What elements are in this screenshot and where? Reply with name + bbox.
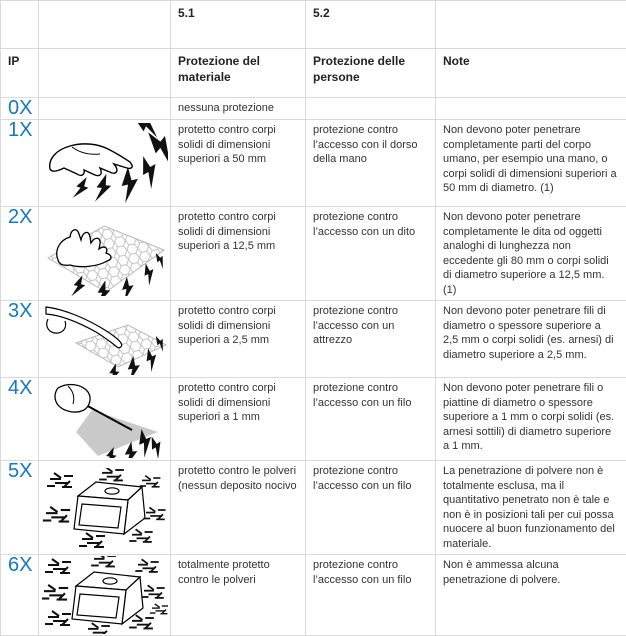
persons-cell-3x: protezione contro l’accesso con un attrezzo (306, 301, 436, 378)
column-header-ip: IP (1, 49, 39, 98)
note-cell-5x: La penetrazione di polvere non è totalmente esclusa, ma il quantitativo penetrato non è tale e non è in posizioni tali per cui possa nuocere al buon funzionamento del materiale. (436, 461, 626, 555)
table-row-2x (1, 207, 626, 301)
persons-cell-5x: protezione contro l’accesso con un filo (306, 461, 436, 555)
column-header-material: Protezione del materiale (171, 49, 306, 98)
ip-code-1x: 1X (1, 120, 39, 207)
illustration-cell-empty (39, 98, 171, 120)
illustration-cell (39, 378, 171, 461)
ip-code-5x: 5X (1, 461, 39, 555)
column-header-note: Note (436, 49, 626, 98)
ip-code-4x: 4X (1, 378, 39, 461)
ip-code-2x: 2X (1, 207, 39, 301)
material-cell-5x: protetto contro le polveri (nessun deposito nocivo (171, 461, 306, 555)
header-empty-cell (39, 1, 171, 49)
illustration-1x-hand-lightning (42, 123, 168, 203)
note-cell-4x: Non devono poter penetrare fili o piattine di diametro o spessore superiore a 1 mm o corpi solidi (es. arnesi sottili) di diametro superiore a 1 mm. (436, 378, 626, 461)
illustration-2x-hand-on-mesh (42, 212, 168, 296)
illustration-3x-finger-tool-mesh (42, 303, 168, 375)
column-header-persons: Protezione delle persone (306, 49, 436, 98)
persons-cell-6x: protezione contro l’accesso con un filo (306, 555, 436, 636)
note-cell-0x (436, 98, 626, 120)
section-number-material: 5.1 (171, 1, 306, 49)
ip-code-6x: 6X (1, 555, 39, 636)
table-row-0x (1, 98, 626, 120)
table-row-5x (1, 461, 626, 555)
header-empty-cell (39, 49, 171, 98)
table-row-4x (1, 378, 626, 461)
note-cell-3x: Non devono poter penetrare fili di diametro o spessore superiore a 2,5 mm o corpi solidi (es. arnesi) di diametro superiore a 2,5 mm. (436, 301, 626, 378)
illustration-6x-enclosure-dust-total (42, 556, 168, 634)
persons-cell-1x: protezione contro l’accesso con il dorso della mano (306, 120, 436, 207)
material-cell-2x: protetto contro corpi solidi di dimensioni superiori a 12,5 mm (171, 207, 306, 301)
note-cell-6x: Non è ammessa alcuna penetrazione di polvere. (436, 555, 626, 636)
illustration-cell (39, 555, 171, 636)
illustration-cell (39, 461, 171, 555)
illustration-cell (39, 301, 171, 378)
material-cell-1x: protetto contro corpi solidi di dimensioni superiori a 50 mm (171, 120, 306, 207)
material-cell-3x: protetto contro corpi solidi di dimensioni superiori a 2,5 mm (171, 301, 306, 378)
material-cell-4x: protetto contro corpi solidi di dimensioni superiori a 1 mm (171, 378, 306, 461)
table-header-titles (1, 49, 626, 98)
material-cell-6x: totalmente protetto contro le polveri (171, 555, 306, 636)
header-empty-cell (436, 1, 626, 49)
note-cell-1x: Non devono poter penetrare completamente parti del corpo umano, per esempio una mano, o corpi solidi di dimensioni superiori a 50 mm di diametro. (1) (436, 120, 626, 207)
ip-code-0x: 0X (1, 98, 39, 120)
persons-cell-0x (306, 98, 436, 120)
material-cell-0x: nessuna protezione (171, 98, 306, 120)
section-number-persons: 5.2 (306, 1, 436, 49)
table-row-6x (1, 555, 626, 636)
ip-code-3x: 3X (1, 301, 39, 378)
table-row-3x (1, 301, 626, 378)
persons-cell-4x: protezione contro l’accesso con un filo (306, 378, 436, 461)
illustration-cell (39, 207, 171, 301)
illustration-cell (39, 120, 171, 207)
note-cell-2x: Non devono poter penetrare completamente le dita od oggetti analoghi di lunghezza non eccedente gli 80 mm o corpi solidi di diametro superiore a 12,5 mm. (1) (436, 207, 626, 301)
header-empty-cell (1, 1, 39, 49)
illustration-5x-enclosure-dust (42, 468, 168, 548)
persons-cell-2x: protezione contro l’accesso con un dito (306, 207, 436, 301)
table-row-1x (1, 120, 626, 207)
table-header-sections (1, 1, 626, 49)
illustration-4x-hand-wire-surface (42, 380, 168, 458)
